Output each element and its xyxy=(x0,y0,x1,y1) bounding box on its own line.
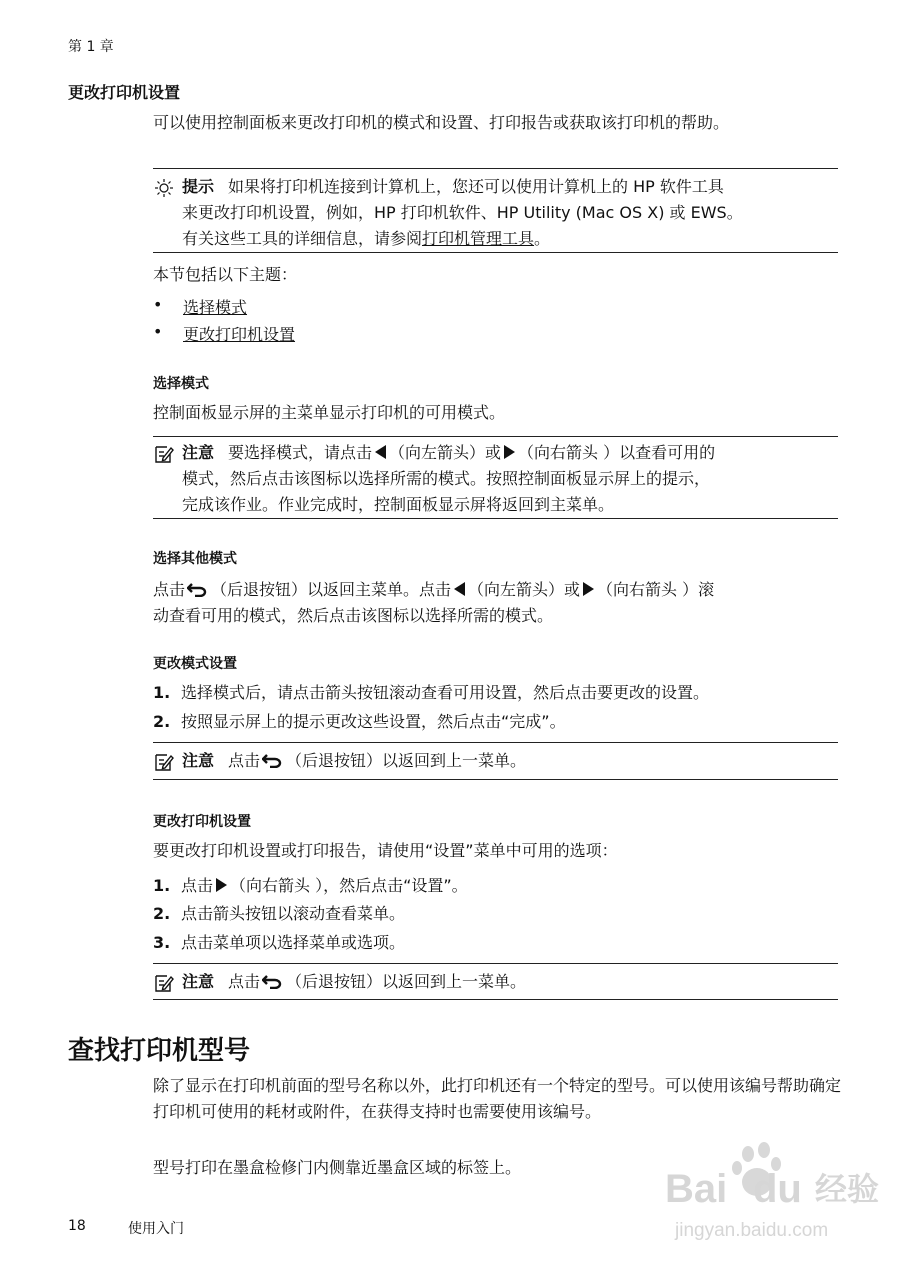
divider xyxy=(153,168,838,169)
section-title: 更改打印机设置 xyxy=(68,83,181,102)
list-item xyxy=(153,873,468,896)
section-intro: 可以使用控制面板来更改打印机的模式和设置、打印报告或获取该打印机的帮助。 xyxy=(153,113,730,132)
list-item xyxy=(153,709,566,732)
paragraph: 控制面板显示屏的主菜单显示打印机的可用模式。 xyxy=(153,403,506,422)
tip-text: 。 xyxy=(534,229,551,248)
paragraph: 型号打印在墨盒检修门内侧靠近墨盒区域的标签上。 xyxy=(153,1158,522,1177)
note-box xyxy=(153,440,843,518)
divider xyxy=(153,252,838,253)
note-text: （后退按钮）以返回到上一菜单。 xyxy=(286,972,527,991)
note-text: 完成该作业。作业完成时，控制面板显示屏将返回到主菜单。 xyxy=(182,495,615,514)
step-text: 点击菜单项以选择菜单或选项。 xyxy=(181,933,406,952)
divider xyxy=(153,742,838,743)
tip-label: 提示 xyxy=(182,177,215,196)
paragraph: 除了显示在打印机前面的型号名称以外，此打印机还有一个特定的型号。可以使用该编号帮助确定打印机可使用的耗材或附件，在获得支持时也需要使用该编号。 xyxy=(153,1076,842,1121)
lightbulb-icon xyxy=(153,177,175,199)
list-item xyxy=(153,930,405,953)
subsection-title: 更改模式设置 xyxy=(153,656,237,672)
back-arrow-icon xyxy=(262,752,284,768)
left-arrow-icon xyxy=(454,582,465,596)
topic-link-select-mode[interactable]: 选择模式 xyxy=(183,298,248,317)
paragraph xyxy=(153,577,843,629)
watermark-brand-du: du xyxy=(753,1167,802,1211)
step-text: 选择模式后，请点击箭头按钮滚动查看可用设置，然后点击要更改的设置。 xyxy=(181,683,710,702)
right-arrow-icon xyxy=(504,445,515,459)
divider xyxy=(153,518,838,519)
paragraph-text: 点击 xyxy=(153,580,186,599)
note-icon xyxy=(153,443,175,465)
paragraph: 要更改打印机设置或打印报告，请使用“设置”菜单中可用的选项： xyxy=(153,841,618,860)
note-text: （向左箭头）或 xyxy=(389,443,502,462)
watermark-brand: Bai xyxy=(665,1167,728,1211)
step-number: 1. xyxy=(153,683,171,702)
step-text: （向右箭头 ），然后点击“设置”。 xyxy=(230,876,468,895)
paragraph-text: （后退按钮）以返回主菜单。点击 xyxy=(211,580,452,599)
step-number: 2. xyxy=(153,904,171,923)
back-arrow-icon xyxy=(187,581,209,597)
topics-intro: 本节包括以下主题： xyxy=(153,265,298,284)
subsection-title: 选择模式 xyxy=(153,376,209,392)
paragraph-text: （向右箭头 ）滚 xyxy=(597,580,715,599)
step-text: 按照显示屏上的提示更改这些设置，然后点击“完成”。 xyxy=(181,712,566,731)
note-text: （后退按钮）以返回到上一菜单。 xyxy=(286,751,527,770)
note-text: （向右箭头 ）以查看可用的 xyxy=(518,443,716,462)
subsection-title: 选择其他模式 xyxy=(153,551,237,567)
note-label: 注意 xyxy=(182,972,215,991)
note-box xyxy=(153,969,843,995)
tip-text: 有关这些工具的详细信息，请参阅 xyxy=(182,229,423,248)
list-item xyxy=(153,901,405,924)
tip-text: 如果将打印机连接到计算机上，您还可以使用计算机上的 HP 软件工具 xyxy=(228,177,724,196)
right-arrow-icon xyxy=(216,878,227,892)
baidu-jingyan-watermark xyxy=(655,1140,905,1250)
step-number: 3. xyxy=(153,933,171,952)
note-label: 注意 xyxy=(182,443,215,462)
chapter-label: 第 1 章 xyxy=(68,39,114,55)
note-text: 模式，然后点击该图标以选择所需的模式。按照控制面板显示屏上的提示， xyxy=(182,469,711,488)
divider xyxy=(153,436,838,437)
tip-text: 来更改打印机设置，例如，HP 打印机软件、HP Utility (Mac OS X) 或 EWS。 xyxy=(182,203,743,222)
subsection-title: 更改打印机设置 xyxy=(153,814,251,830)
footer-title: 使用入门 xyxy=(128,1221,184,1237)
step-text: 点击箭头按钮以滚动查看菜单。 xyxy=(181,904,406,923)
note-text: 点击 xyxy=(228,972,261,991)
left-arrow-icon xyxy=(375,445,386,459)
step-number: 2. xyxy=(153,712,171,731)
divider xyxy=(153,999,838,1000)
step-text: 点击 xyxy=(181,876,214,895)
right-arrow-icon xyxy=(583,582,594,596)
note-text: 点击 xyxy=(228,751,261,770)
note-box xyxy=(153,748,843,774)
back-arrow-icon xyxy=(262,973,284,989)
divider xyxy=(153,963,838,964)
tip-box xyxy=(153,174,843,252)
watermark-suffix: 经验 xyxy=(815,1170,880,1208)
topic-link-change-settings[interactable]: 更改打印机设置 xyxy=(183,325,296,344)
list-item xyxy=(153,680,709,703)
printer-management-tools-link[interactable]: 打印机管理工具 xyxy=(422,229,535,248)
divider xyxy=(153,779,838,780)
watermark-url: jingyan.baidu.com xyxy=(675,1220,829,1241)
note-icon xyxy=(153,751,175,773)
note-icon xyxy=(153,972,175,994)
step-number: 1. xyxy=(153,876,171,895)
page-number: 18 xyxy=(68,1218,86,1234)
paragraph-text: （向左箭头）或 xyxy=(468,580,581,599)
note-label: 注意 xyxy=(182,751,215,770)
heading-find-model: 查找打印机型号 xyxy=(68,1036,251,1066)
note-text: 要选择模式，请点击 xyxy=(228,443,373,462)
paragraph-text: 动查看可用的模式，然后点击该图标以选择所需的模式。 xyxy=(153,606,554,625)
